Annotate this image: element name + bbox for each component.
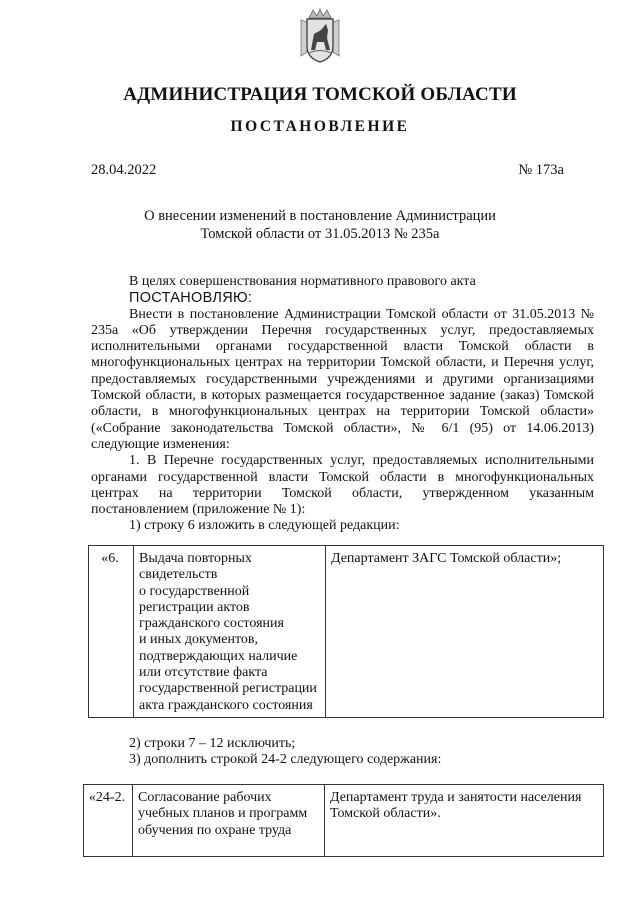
document-number: № 173а	[518, 162, 564, 178]
coat-of-arms-icon	[297, 8, 343, 64]
service-table-row-24-2	[83, 784, 604, 857]
subject-line: О внесении изменений в постановление Администрации	[144, 208, 496, 224]
authority-cell	[325, 785, 604, 857]
service-table-row-6	[88, 545, 604, 718]
service-line: или отсутствие факта	[139, 665, 268, 681]
paragraph-subitem-2: 2) строки 7 – 12 исключить;	[129, 736, 296, 751]
service-line: Согласование рабочих	[138, 790, 272, 805]
service-name-cell	[133, 785, 325, 857]
document-type: ПОСТАНОВЛЕНИЕ	[230, 118, 410, 135]
authority-line: Томской области».	[330, 806, 441, 822]
service-line: государственной регистрации	[139, 681, 317, 697]
service-line: учебных планов и программ	[138, 806, 308, 822]
table-row	[89, 546, 604, 718]
table-row	[84, 785, 604, 857]
service-line: подтверждающих наличие	[139, 648, 298, 664]
service-line: Выдача повторных	[139, 551, 252, 566]
paragraph-item-1: 1. В Перечне государственных услуг, предоставляемых исполнительными органами государственной власти Томской области в многофункциональных центрах на территории Томской области, утвержденном указанным постановлением (приложение № 1):	[91, 453, 594, 518]
service-name-cell	[134, 546, 326, 718]
service-line: свидетельств	[139, 567, 218, 583]
decree-word: ПОСТАНОВЛЯЮ:	[129, 290, 253, 307]
row-number: «24-2.	[84, 785, 133, 857]
document-date: 28.04.2022	[91, 162, 157, 178]
service-line: акта гражданского состояния	[139, 697, 313, 713]
service-line: о государственной	[139, 583, 250, 599]
paragraph-main: Внести в постановление Администрации Томской области от 31.05.2013 № 235а «Об утверждении Перечня государственных услуг, предоставляемых исполнительными органами государственной власти Томской области в многофункциональных центрах на территории Томской области, и Перечня услуг, предоставляемых государственными учреждениями и другими организациями Томской области, в которых размещается государственное задание (заказ) Томской области, в многофункциональных центрах на территории Томской области» («Собрание законодательства Томской области», № 6/1 (95) от 14.06.2013) следующие изменения:	[91, 306, 594, 452]
purpose-paragraph: В целях совершенствования нормативного правового акта	[129, 274, 476, 289]
service-line: и иных документов,	[139, 632, 259, 648]
row-number: «6.	[89, 546, 134, 718]
paragraph-subitem-1: 1) строку 6 изложить в следующей редакции:	[129, 518, 400, 534]
service-line: гражданского состояния	[139, 616, 284, 632]
authority-cell: Департамент ЗАГС Томской области»;	[326, 546, 604, 718]
authority-line: Департамент труда и занятости населения	[330, 790, 582, 805]
service-line: обучения по охране труда	[138, 822, 292, 838]
service-line: регистрации актов	[139, 599, 250, 615]
document-body	[91, 274, 594, 535]
paragraph-subitem-3: 3) дополнить строкой 24-2 следующего содержания:	[129, 752, 442, 768]
subitems-list	[129, 736, 441, 769]
document-subject	[120, 207, 520, 243]
subject-line: Томской области от 31.05.2013 № 235а	[200, 226, 440, 242]
organization-title: АДМИНИСТРАЦИЯ ТОМСКОЙ ОБЛАСТИ	[123, 84, 517, 105]
